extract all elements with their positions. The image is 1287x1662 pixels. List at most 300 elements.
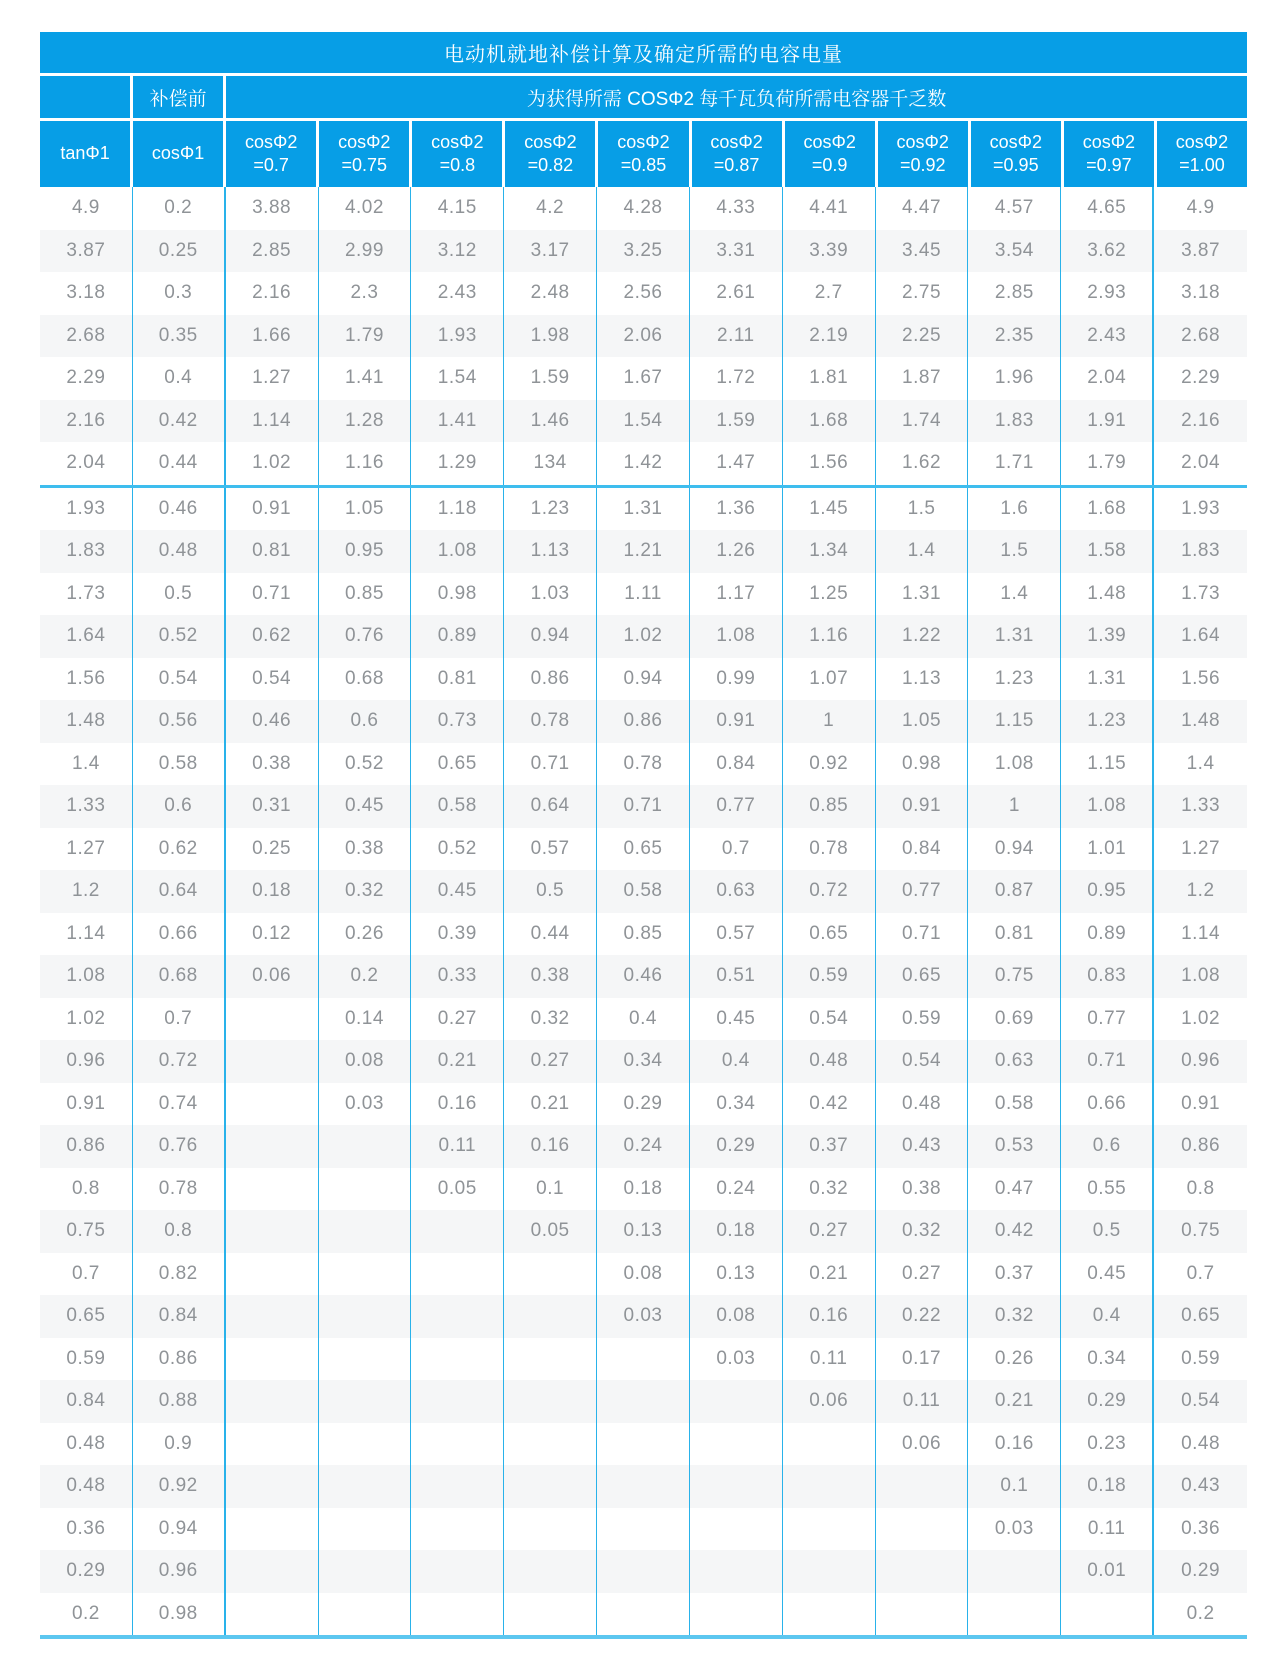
table-cell: 0.2	[319, 955, 412, 998]
table-cell: 0.51	[690, 955, 783, 998]
table-cell	[597, 1338, 690, 1381]
table-cell: 0.76	[133, 1125, 226, 1168]
table-cell: 1.93	[40, 488, 133, 531]
table-cell	[226, 1210, 319, 1253]
table-cell: 0.13	[690, 1253, 783, 1296]
table-cell	[411, 1295, 504, 1338]
table-cell: 1.73	[40, 573, 133, 616]
table-cell: 2.04	[1061, 357, 1154, 400]
table-cell: 0.52	[319, 743, 412, 786]
table-cell: 0.16	[504, 1125, 597, 1168]
table-cell: 0.65	[411, 743, 504, 786]
table-cell: 0.92	[783, 743, 876, 786]
table-cell: 0.34	[1061, 1338, 1154, 1381]
table-cell: 0.86	[597, 700, 690, 743]
table-cell: 2.16	[1181, 409, 1221, 431]
table-cell: 0.4	[133, 357, 226, 400]
table-cell: 2.85	[226, 230, 319, 273]
table-cell	[504, 1550, 597, 1593]
table-cell	[690, 1593, 783, 1636]
table-cell: 1.66	[226, 315, 319, 358]
table-cell: 1.56	[1181, 667, 1221, 689]
header-cos-phi2-column: cosΦ2 =1.00	[1157, 121, 1247, 187]
table-cell: 0.25	[133, 230, 226, 273]
table-cell	[226, 1380, 319, 1423]
table-cell: 0.58	[133, 743, 226, 786]
table-cell: 0.1	[968, 1465, 1061, 1508]
table-cell: 1.13	[504, 530, 597, 573]
table-cell: 0.83	[1061, 955, 1154, 998]
table-cell: 0.24	[597, 1125, 690, 1168]
table-cell: 0.32	[319, 870, 412, 913]
table-cell: 1.28	[319, 400, 412, 443]
table-cell: 0.4	[1061, 1295, 1154, 1338]
table-cell: 0.95	[1061, 870, 1154, 913]
table-cell: 0.11	[411, 1125, 504, 1168]
table-cell: 0.21	[783, 1253, 876, 1296]
table-cell	[319, 1465, 412, 1508]
table-row	[40, 272, 1247, 315]
table-cell: 1.48	[40, 700, 133, 743]
table-cell: 1.26	[690, 530, 783, 573]
table-cell: 0.05	[504, 1210, 597, 1253]
table-cell	[504, 1295, 597, 1338]
table-cell: 0.99	[690, 658, 783, 701]
table-cell	[504, 1508, 597, 1551]
table-cell: 1.91	[1061, 400, 1154, 443]
table-cell: 0.16	[411, 1083, 504, 1126]
table-cell: 0.91	[690, 700, 783, 743]
table-row	[40, 1593, 1247, 1636]
table-cell	[597, 1508, 690, 1551]
header-cos-phi2-column: cosΦ2 =0.85	[598, 121, 688, 187]
table-cell: 0.58	[411, 785, 504, 828]
table-cell: 3.54	[968, 230, 1061, 273]
table-cell: 0.75	[40, 1210, 133, 1253]
table-row	[40, 658, 1247, 701]
table-row	[40, 828, 1247, 871]
table-cell: 0.03	[597, 1295, 690, 1338]
table-row	[40, 1465, 1247, 1508]
table-cell: 0.43	[1181, 1475, 1221, 1497]
table-cell: 0.03	[690, 1338, 783, 1381]
table-cell	[226, 998, 319, 1041]
table-cell: 0.94	[968, 828, 1061, 871]
table-cell: 2.93	[1061, 272, 1154, 315]
table-cell: 0.96	[40, 1040, 133, 1083]
table-row	[40, 442, 1247, 485]
table-cell	[226, 1593, 319, 1636]
table-cell: 0.29	[1061, 1380, 1154, 1423]
table-cell: 0.27	[411, 998, 504, 1041]
table-cell: 0.54	[133, 658, 226, 701]
table-cell: 0.48	[133, 530, 226, 573]
table-cell	[319, 1380, 412, 1423]
table-cell: 1.87	[876, 357, 969, 400]
table-cell	[226, 1550, 319, 1593]
table-cell	[226, 1040, 319, 1083]
table-cell: 1.31	[968, 615, 1061, 658]
table-row	[40, 955, 1247, 998]
table-cell: 0.59	[876, 998, 969, 1041]
table-cell: 1.33	[1181, 795, 1221, 817]
table-bottom-border	[40, 1635, 1247, 1639]
table-cell: 0.46	[226, 700, 319, 743]
table-cell: 1.23	[504, 488, 597, 531]
table-cell: 0.11	[876, 1380, 969, 1423]
table-cell: 1.08	[40, 955, 133, 998]
table-cell: 1.17	[690, 573, 783, 616]
table-cell: 1.31	[876, 573, 969, 616]
table-cell: 3.88	[226, 187, 319, 230]
table-cell: 134	[504, 442, 597, 485]
table-cell: 1.08	[1181, 965, 1221, 987]
table-cell: 0.86	[1181, 1135, 1221, 1157]
table-cell: 0.22	[876, 1295, 969, 1338]
table-cell	[504, 1380, 597, 1423]
table-cell: 0.6	[133, 785, 226, 828]
table-cell: 0.89	[1061, 913, 1154, 956]
header-cos-phi2-column: cosΦ2 =0.8	[412, 121, 502, 187]
table-cell: 0.2	[133, 187, 226, 230]
table-cell: 1.93	[1181, 497, 1221, 519]
table-cell	[411, 1508, 504, 1551]
table-cell: 1.72	[690, 357, 783, 400]
table-cell: 1.67	[597, 357, 690, 400]
table-cell: 1.02	[1181, 1007, 1221, 1029]
table-cell: 0.03	[319, 1083, 412, 1126]
table-cell	[226, 1508, 319, 1551]
table-cell: 0.5	[504, 870, 597, 913]
table-row	[40, 530, 1247, 573]
table-cell	[597, 1423, 690, 1466]
table-cell: 2.68	[40, 315, 133, 358]
table-cell: 0.52	[411, 828, 504, 871]
table-cell	[876, 1508, 969, 1551]
table-cell: 0.48	[40, 1465, 133, 1508]
table-cell: 0.06	[876, 1423, 969, 1466]
table-cell: 2.29	[1181, 367, 1221, 389]
table-cell: 0.65	[40, 1295, 133, 1338]
table-cell: 1.48	[1181, 710, 1221, 732]
table-cell: 0.26	[968, 1338, 1061, 1381]
table-cell: 0.18	[597, 1168, 690, 1211]
header-required-kvar: 为获得所需 COSΦ2 每千瓦负荷所需电容器千乏数	[226, 76, 1247, 118]
table-cell: 1.81	[783, 357, 876, 400]
table-cell: 1.08	[968, 743, 1061, 786]
table-cell: 4.28	[597, 187, 690, 230]
table-cell	[597, 1380, 690, 1423]
table-cell: 0.14	[319, 998, 412, 1041]
table-cell: 2.68	[1181, 324, 1221, 346]
table-cell: 1.83	[968, 400, 1061, 443]
table-cell: 0.65	[597, 828, 690, 871]
table-row	[40, 488, 1247, 531]
table-cell: 0.24	[690, 1168, 783, 1211]
table-cell	[1061, 1593, 1154, 1636]
table-cell	[226, 1295, 319, 1338]
table-cell: 1.13	[876, 658, 969, 701]
table-row	[40, 1423, 1247, 1466]
table-cell: 1.36	[690, 488, 783, 531]
table-cell	[226, 1125, 319, 1168]
table-cell	[411, 1465, 504, 1508]
table-cell: 0.38	[226, 743, 319, 786]
table-cell: 0.45	[411, 870, 504, 913]
table-row	[40, 1550, 1247, 1593]
table-cell	[690, 1508, 783, 1551]
table-cell: 1.2	[40, 870, 133, 913]
table-cell: 0.84	[690, 743, 783, 786]
table-cell: 1.79	[319, 315, 412, 358]
table-cell: 0.54	[783, 998, 876, 1041]
table-cell: 1.08	[1061, 785, 1154, 828]
header-columns-row	[40, 121, 1247, 187]
table-row	[40, 1295, 1247, 1338]
table-cell: 1.93	[411, 315, 504, 358]
table-cell: 0.94	[597, 658, 690, 701]
table-cell	[319, 1550, 412, 1593]
table-cell	[783, 1508, 876, 1551]
table-cell: 1.4	[1186, 752, 1215, 774]
table-cell	[690, 1423, 783, 1466]
table-cell: 2.48	[504, 272, 597, 315]
table-cell: 1.02	[597, 615, 690, 658]
table-cell: 0.35	[133, 315, 226, 358]
table-cell	[411, 1210, 504, 1253]
table-cell: 0.63	[968, 1040, 1061, 1083]
table-cell: 0.27	[783, 1210, 876, 1253]
table-cell: 2.16	[40, 400, 133, 443]
table-cell: 2.99	[319, 230, 412, 273]
table-cell: 1.5	[876, 488, 969, 531]
table-cell: 0.03	[968, 1508, 1061, 1551]
table-cell: 0.7	[40, 1253, 133, 1296]
table-cell	[319, 1210, 412, 1253]
table-cell: 0.18	[1061, 1465, 1154, 1508]
table-cell: 1	[968, 785, 1061, 828]
table-cell: 0.11	[783, 1338, 876, 1381]
table-row	[40, 785, 1247, 828]
table-cell: 2.85	[968, 272, 1061, 315]
table-cell: 0.73	[411, 700, 504, 743]
compensation-capacity-table	[40, 32, 1247, 1639]
header-tan-phi1: tanΦ1	[40, 121, 130, 187]
table-cell: 1.4	[40, 743, 133, 786]
header-cos-phi2-column: cosΦ2 =0.82	[505, 121, 595, 187]
table-cell: 1.05	[876, 700, 969, 743]
table-cell: 0.12	[226, 913, 319, 956]
table-cell: 0.65	[1181, 1305, 1221, 1327]
table-cell: 0.47	[968, 1168, 1061, 1211]
table-cell	[226, 1465, 319, 1508]
table-cell	[411, 1253, 504, 1296]
table-cell: 0.71	[226, 573, 319, 616]
table-cell	[876, 1550, 969, 1593]
table-cell	[783, 1423, 876, 1466]
table-cell: 0.69	[968, 998, 1061, 1041]
table-cell: 1.5	[968, 530, 1061, 573]
table-cell: 0.6	[319, 700, 412, 743]
table-cell: 4.65	[1061, 187, 1154, 230]
header-cos-phi2-column: cosΦ2 =0.97	[1064, 121, 1154, 187]
table-cell: 1.14	[226, 400, 319, 443]
table-cell	[411, 1550, 504, 1593]
table-cell: 0.66	[1061, 1083, 1154, 1126]
table-cell: 0.29	[690, 1125, 783, 1168]
table-cell	[597, 1550, 690, 1593]
table-cell: 0.08	[597, 1253, 690, 1296]
table-row	[40, 357, 1247, 400]
table-cell: 0.9	[133, 1423, 226, 1466]
table-cell: 0.58	[968, 1083, 1061, 1126]
table-cell: 0.72	[783, 870, 876, 913]
table-cell	[783, 1550, 876, 1593]
table-cell: 0.32	[876, 1210, 969, 1253]
table-row	[40, 913, 1247, 956]
table-cell: 2.25	[876, 315, 969, 358]
table-cell: 1.42	[597, 442, 690, 485]
table-cell: 3.18	[1181, 282, 1221, 304]
table-cell: 0.29	[1181, 1560, 1221, 1582]
table-cell: 0.06	[226, 955, 319, 998]
table-cell: 3.87	[1181, 239, 1221, 261]
table-row	[40, 700, 1247, 743]
table-cell: 0.84	[40, 1380, 133, 1423]
table-cell: 0.72	[133, 1040, 226, 1083]
table-cell: 0.81	[968, 913, 1061, 956]
table-row	[40, 573, 1247, 616]
table-cell: 0.54	[1181, 1390, 1221, 1412]
table-cell: 0.45	[1061, 1253, 1154, 1296]
table-cell	[411, 1338, 504, 1381]
table-cell: 0.32	[968, 1295, 1061, 1338]
table-row	[40, 998, 1247, 1041]
table-cell	[690, 1550, 783, 1593]
table-cell: 0.94	[504, 615, 597, 658]
table-cell: 0.92	[133, 1465, 226, 1508]
table-cell: 2.19	[783, 315, 876, 358]
table-cell: 0.44	[504, 913, 597, 956]
table-cell: 3.17	[504, 230, 597, 273]
table-cell: 0.54	[876, 1040, 969, 1083]
table-cell: 0.1	[504, 1168, 597, 1211]
table-cell	[226, 1253, 319, 1296]
table-cell: 0.33	[411, 955, 504, 998]
table-cell: 0.37	[968, 1253, 1061, 1296]
table-cell: 0.75	[1181, 1220, 1221, 1242]
table-cell: 1.74	[876, 400, 969, 443]
table-cell: 0.29	[597, 1083, 690, 1126]
table-cell: 1.14	[1181, 922, 1221, 944]
table-cell: 0.98	[133, 1593, 226, 1636]
table-cell: 0.45	[319, 785, 412, 828]
table-cell: 0.77	[1061, 998, 1154, 1041]
table-row	[40, 870, 1247, 913]
table-cell: 1.08	[690, 615, 783, 658]
table-cell: 1.02	[226, 442, 319, 485]
table-cell: 0.84	[133, 1295, 226, 1338]
table-cell	[319, 1338, 412, 1381]
table-cell: 1.59	[690, 400, 783, 443]
table-cell	[319, 1253, 412, 1296]
table-cell: 0.26	[319, 913, 412, 956]
table-cell: 0.89	[411, 615, 504, 658]
table-cell: 0.7	[133, 998, 226, 1041]
table-cell: 1.23	[968, 658, 1061, 701]
table-cell: 0.85	[319, 573, 412, 616]
table-cell: 0.01	[1061, 1550, 1154, 1593]
table-row	[40, 187, 1247, 230]
table-cell: 0.5	[1061, 1210, 1154, 1253]
table-cell: 0.46	[133, 488, 226, 531]
table-cell: 2.06	[597, 315, 690, 358]
table-cell: 3.62	[1061, 230, 1154, 273]
table-cell: 0.11	[1061, 1508, 1154, 1551]
table-cell: 1.15	[968, 700, 1061, 743]
table-row	[40, 1168, 1247, 1211]
table-cell: 1.21	[597, 530, 690, 573]
table-cell: 0.62	[133, 828, 226, 871]
table-cell: 0.59	[40, 1338, 133, 1381]
table-cell	[504, 1593, 597, 1636]
table-cell: 0.36	[40, 1508, 133, 1551]
table-cell: 0.5	[133, 573, 226, 616]
table-cell: 0.45	[690, 998, 783, 1041]
table-cell	[690, 1380, 783, 1423]
table-cell: 1.4	[968, 573, 1061, 616]
table-cell: 2.75	[876, 272, 969, 315]
table-cell: 1.39	[1061, 615, 1154, 658]
table-cell: 0.74	[133, 1083, 226, 1126]
table-cell: 0.7	[1186, 1262, 1215, 1284]
table-cell	[319, 1593, 412, 1636]
table-cell	[968, 1550, 1061, 1593]
table-cell: 0.42	[783, 1083, 876, 1126]
table-cell	[504, 1338, 597, 1381]
table-row	[40, 1253, 1247, 1296]
header-cos-phi2-column: cosΦ2 =0.7	[226, 121, 316, 187]
table-cell: 0.16	[968, 1423, 1061, 1466]
table-cell: 1.18	[411, 488, 504, 531]
table-cell	[783, 1465, 876, 1508]
table-cell: 0.78	[597, 743, 690, 786]
table-cell: 0.87	[968, 870, 1061, 913]
table-cell: 0.25	[226, 828, 319, 871]
table-cell: 0.57	[504, 828, 597, 871]
table-cell: 0.78	[133, 1168, 226, 1211]
table-cell: 0.71	[597, 785, 690, 828]
table-cell: 3.39	[783, 230, 876, 273]
table-cell: 1.01	[1061, 828, 1154, 871]
table-cell	[504, 1423, 597, 1466]
table-cell: 0.96	[1181, 1050, 1221, 1072]
table-cell: 2.61	[690, 272, 783, 315]
table-cell: 1.27	[40, 828, 133, 871]
table-cell: 0.18	[226, 870, 319, 913]
table-cell: 0.54	[226, 658, 319, 701]
table-cell: 0.27	[876, 1253, 969, 1296]
table-cell: 0.13	[597, 1210, 690, 1253]
table-cell: 1.45	[783, 488, 876, 531]
table-cell: 1.16	[319, 442, 412, 485]
table-cell: 0.98	[876, 743, 969, 786]
table-title: 电动机就地补偿计算及确定所需的电容电量	[40, 32, 1247, 73]
table-row	[40, 1125, 1247, 1168]
table-cell: 0.65	[876, 955, 969, 998]
table-cell: 1.48	[1061, 573, 1154, 616]
table-cell: 0.42	[133, 400, 226, 443]
